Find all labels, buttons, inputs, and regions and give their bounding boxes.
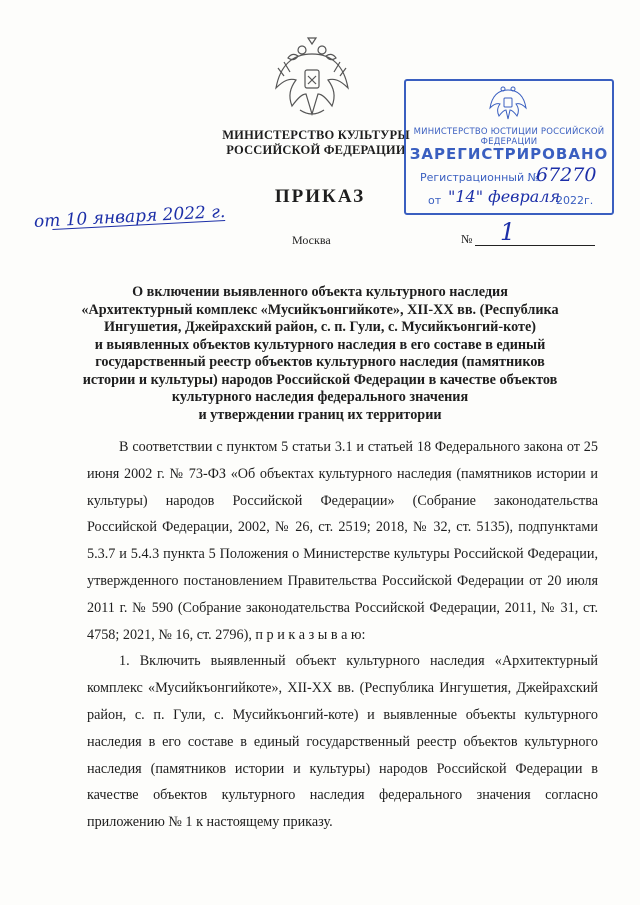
- heading-line: культурного наследия федерального значения: [171, 389, 469, 405]
- stamp-number-label: Регистрационный №: [420, 171, 540, 184]
- document-type: ПРИКАЗ: [274, 186, 366, 207]
- stamp-number-value: 67270: [536, 164, 597, 186]
- order-number-handwritten: 1: [500, 218, 516, 246]
- registration-stamp: [404, 79, 614, 215]
- heading-line: истории и культуры) народов Российской Федерации в качестве объектов: [82, 371, 558, 388]
- ministry-name: [200, 128, 432, 158]
- document-body: [87, 434, 598, 836]
- stamp-status: ЗАРЕГИСТРИРОВАНО: [409, 145, 609, 163]
- order-number-label: №: [461, 232, 473, 246]
- stamp-date-prefix: от: [428, 194, 442, 207]
- body-paragraph-item-1: 1. Включить выявленный объект культурного наследия «Архитектурный комплекс «Мусийкъонгийкоте», XII-XX вв. (Республика Ингушетия, Джейрахский район, с. п. Гули, с. Мусийкъонгий-коте) и выявленные объекты культурного наследия в его составе в единый государственный реестр объектов культурного наследия (памятников истории и культуры) народов Российской Федерации в качестве объектов культурного наследия федерального значения согласно приложению № 1 к настоящему приказу.: [87, 653, 598, 831]
- coat-of-arms-icon: [272, 36, 352, 124]
- heading-line: О включении выявленного объекта культурного наследия: [132, 284, 508, 300]
- ministry-name-line2: РОССИЙСКОЙ ФЕДЕРАЦИИ: [226, 143, 406, 157]
- order-date-handwritten: от 10 января 2022 г.: [33, 201, 226, 232]
- stamp-date-value: "14" февраля: [448, 187, 561, 206]
- heading-line: и утверждении границ их территории: [198, 406, 442, 423]
- heading-line: Ингушетия, Джейрахский район, с. п. Гули, с. Мусийкъонгий-коте): [104, 319, 536, 335]
- heading-line: и выявленных объектов культурного наследия в его составе в единый: [94, 336, 546, 353]
- stamp-emblem-icon: [488, 86, 528, 122]
- stamp-year: 2022г.: [556, 194, 594, 207]
- heading-line: «Архитектурный комплекс «Мусийкъонгийкоте», XII-XX вв. (Республика: [81, 301, 559, 318]
- order-number-line: [475, 245, 595, 246]
- city: Москва: [292, 233, 331, 247]
- ministry-name-line1: МИНИСТЕРСТВО КУЛЬТУРЫ: [222, 128, 410, 142]
- body-paragraph-preamble: В соответствии с пунктом 5 статьи 3.1 и статьей 18 Федерального закона от 25 июня 2002 г. № 73-ФЗ «Об объектах культурного наследия (памятников истории и культуры) народов Российской Федерации» (Собрание законодательства Российской Федерации, 2002, № 26, ст. 2519; 2018, № 32, ст. 5135), подпунктами 5.3.7 и 5.4.3 пункта 5 Положения о Министерстве культуры Российской Федерации, утвержденного постановлением Правительства Российской Федерации от 20 июля 2011 г. № 590 (Собрание законодательства Российской Федерации, 2011, № 31, ст. 4758; 2021, № 16, ст. 2796), п р и к а з ы в а ю:: [87, 439, 598, 643]
- heading-line: государственный реестр объектов культурного наследия (памятников: [95, 354, 545, 370]
- stamp-ministry: МИНИСТЕРСТВО ЮСТИЦИИ РОССИЙСКОЙ ФЕДЕРАЦИИ: [413, 127, 605, 147]
- document-heading: [70, 284, 570, 424]
